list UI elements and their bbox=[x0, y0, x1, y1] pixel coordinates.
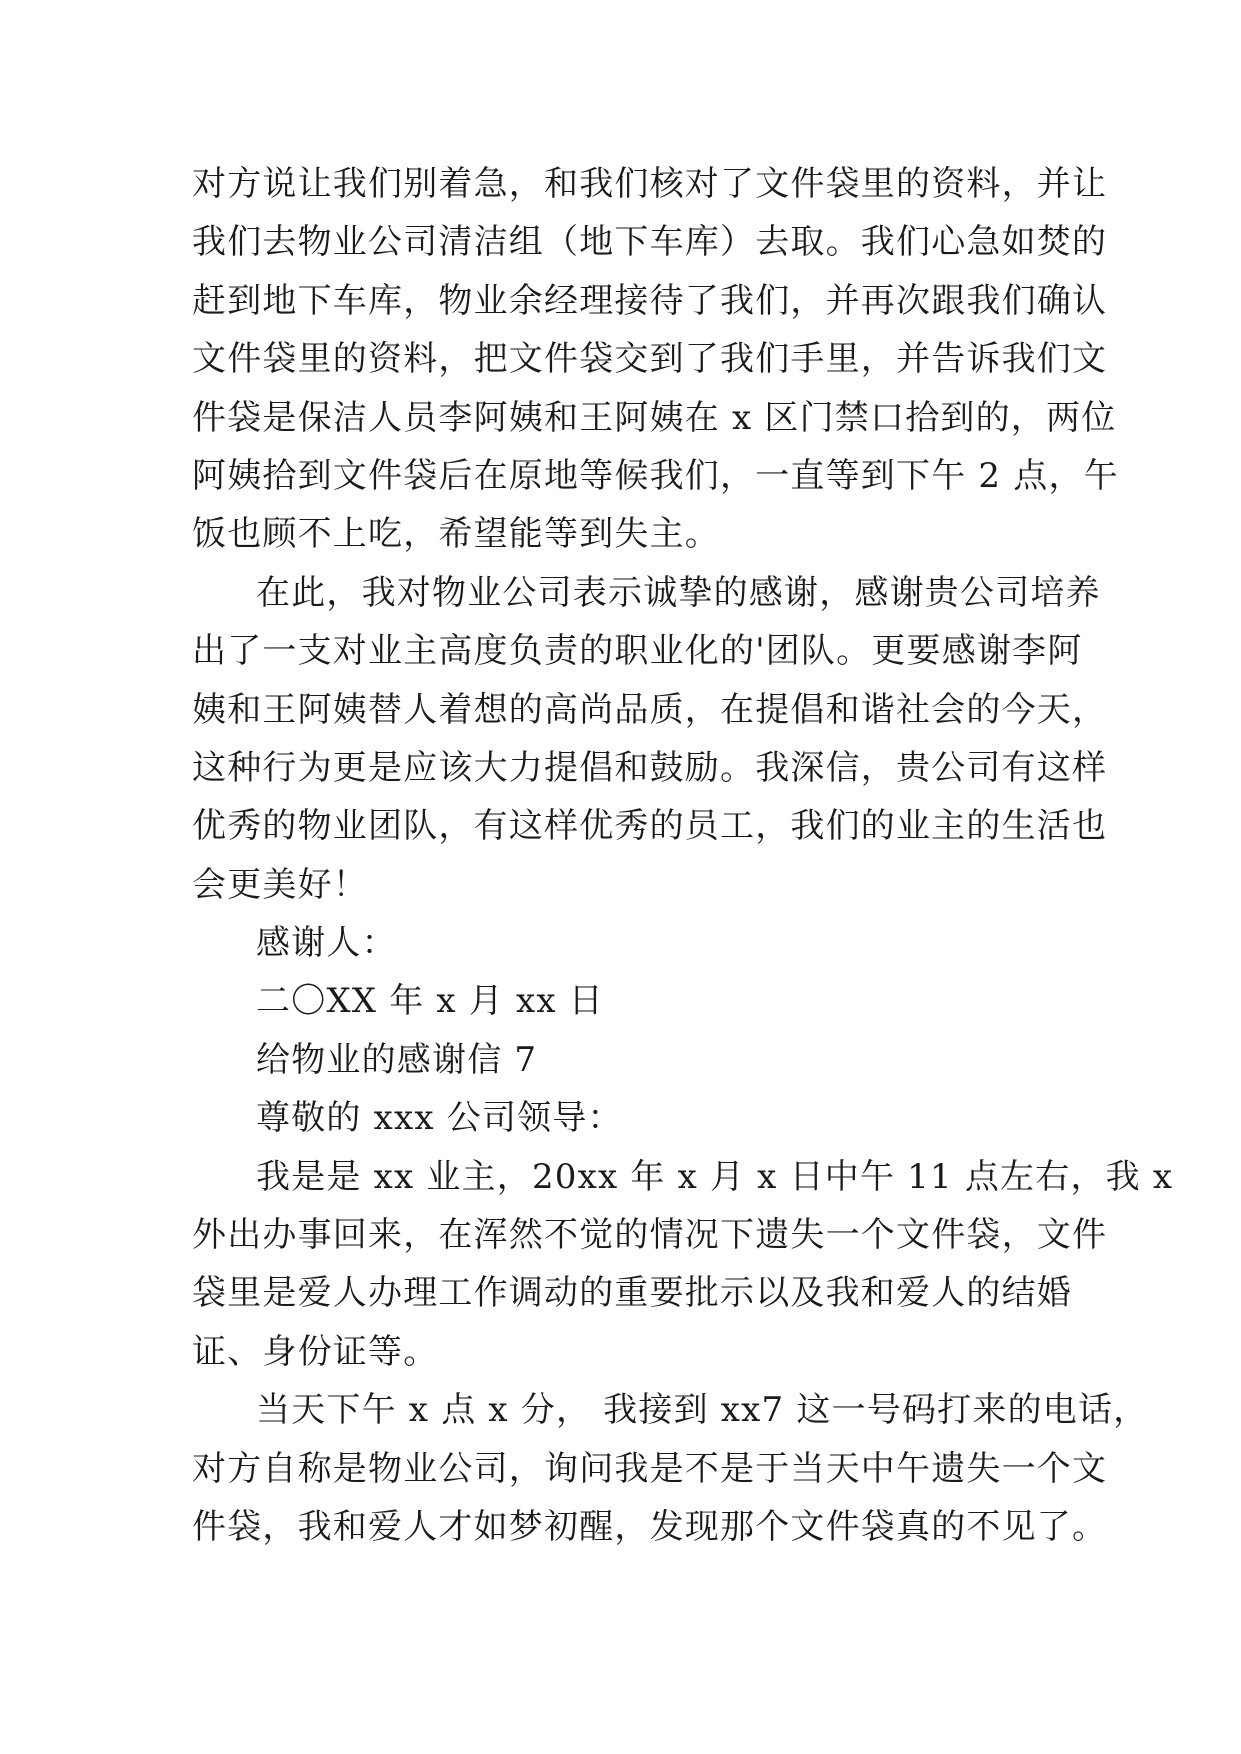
text-line: 我们去物业公司清洁组（地下车库）去取。我们心急如焚的 bbox=[192, 222, 1108, 263]
signature-label: 感谢人： bbox=[256, 923, 397, 964]
letter-body bbox=[192, 155, 1174, 1556]
text-line: 优秀的物业团队，有这样优秀的员工，我们的业主的生活也 bbox=[192, 806, 1108, 847]
text-line: 出了一支对业主高度负责的职业化的'团队。更要感谢李阿 bbox=[192, 631, 1083, 672]
text-line: 这种行为更是应该大力提倡和鼓励。我深信，贵公司有这样 bbox=[192, 747, 1108, 788]
text-line: 对方自称是物业公司，询问我是不是于当天中午遗失一个文 bbox=[192, 1448, 1108, 1489]
text-line: 姨和王阿姨替人着想的高尚品质，在提倡和谐社会的今天， bbox=[192, 689, 1108, 730]
text-line: 袋里是爱人办理工作调动的重要批示以及我和爱人的结婚 bbox=[192, 1273, 1072, 1314]
text-line: 件袋是保洁人员李阿姨和王阿姨在 x 区门禁口拾到的，两位 bbox=[192, 397, 1117, 438]
text-line: 件袋，我和爱人才如梦初醒，发现那个文件袋真的不见了。 bbox=[192, 1506, 1108, 1547]
paragraph-start-line: 在此，我对物业公司表示诚挚的感谢，感谢贵公司培养 bbox=[256, 572, 1101, 613]
text-line: 饭也顾不上吃，希望能等到失主。 bbox=[192, 514, 720, 555]
text-line: 会更美好！ bbox=[192, 864, 368, 905]
letter-title: 给物业的感谢信 7 bbox=[256, 1039, 538, 1080]
text-line: 赶到地下车库，物业余经理接待了我们，并再次跟我们确认 bbox=[192, 280, 1108, 321]
date-line: 二〇XX 年 x 月 xx 日 bbox=[256, 981, 604, 1022]
text-line: 证、身份证等。 bbox=[192, 1331, 439, 1372]
text-line: 文件袋里的资料，把文件袋交到了我们手里，并告诉我们文 bbox=[192, 339, 1108, 380]
text-line: 外出办事回来，在浑然不觉的情况下遗失一个文件袋，文件 bbox=[192, 1215, 1108, 1256]
paragraph-start-line: 我是是 xx 业主，20xx 年 x 月 x 日中午 11 点左右，我 x bbox=[256, 1156, 1174, 1197]
text-line: 阿姨拾到文件袋后在原地等候我们，一直等到下午 2 点，午 bbox=[192, 455, 1119, 496]
text-line: 对方说让我们别着急，和我们核对了文件袋里的资料，并让 bbox=[192, 164, 1108, 204]
paragraph-start-line: 当天下午 x 点 x 分， 我接到 xx7 这一号码打来的电话， bbox=[256, 1390, 1149, 1431]
salutation: 尊敬的 xxx 公司领导： bbox=[256, 1098, 623, 1139]
